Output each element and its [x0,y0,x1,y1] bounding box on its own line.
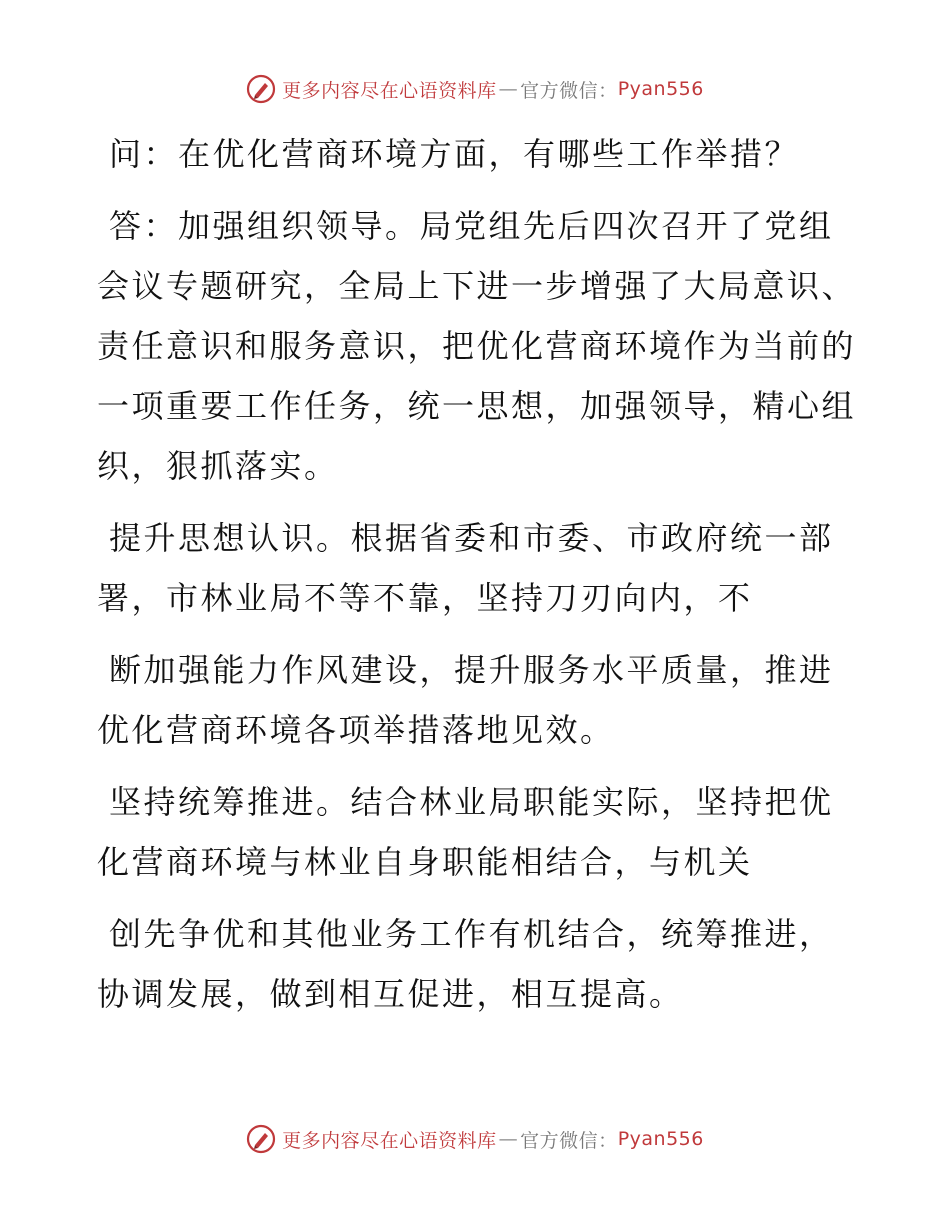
text-line: 创先争优和其他业务工作有机结合，统筹推进， [109,915,834,953]
text-line: 坚持统筹推进。结合林业局职能实际，坚持把优 [109,783,834,821]
text-line: 优化营商环境各项举措落地见效。 [97,711,615,749]
text-line: 答：加强组织领导。局党组先后四次召开了党组 [109,207,834,245]
text-line: 织，狠抓落实。 [97,447,339,485]
watermark-main-text: 更多内容尽在心语资料库 [282,1129,497,1152]
paragraph-coordination [97,772,857,892]
header-watermark [0,74,950,104]
watermark-separator: — [498,78,519,100]
watermark-separator: — [498,1128,519,1150]
document-body [97,124,857,1036]
text-line: 责任意识和服务意识，把优化营商环境作为当前的 [97,327,857,365]
watermark-wechat-id: Pyan556 [617,78,704,100]
paragraph-thinking [97,508,857,628]
text-line: 化营商环境与林业自身职能相结合，与机关 [97,843,753,881]
pen-logo-icon [246,74,276,104]
watermark-main-text: 更多内容尽在心语资料库 [282,79,497,102]
pen-logo-icon [246,1124,276,1154]
text-line: 提升思想认识。根据省委和市委、市政府统一部 [109,519,834,557]
text-line: 一项重要工作任务，统一思想，加强领导，精心组 [97,387,857,425]
paragraph-excellence [97,904,857,1024]
text-line: 署，市林业局不等不靠，坚持刀刃向内，不 [97,579,753,617]
text-line: 断加强能力作风建设，提升服务水平质量，推进 [109,651,834,689]
paragraph-answer-intro [97,196,857,496]
text-line: 协调发展，做到相互促进，相互提高。 [97,975,684,1013]
watermark-sub-text: 官方微信： [520,1129,618,1152]
footer-watermark [0,1124,950,1154]
paragraph-question [97,124,857,184]
text-line: 问：在优化营商环境方面，有哪些工作举措？ [109,135,800,173]
watermark-sub-text: 官方微信： [520,79,618,102]
paragraph-capability [97,640,857,760]
watermark-wechat-id: Pyan556 [617,1128,704,1150]
text-line: 会议专题研究，全局上下进一步增强了大局意识、 [97,267,857,305]
